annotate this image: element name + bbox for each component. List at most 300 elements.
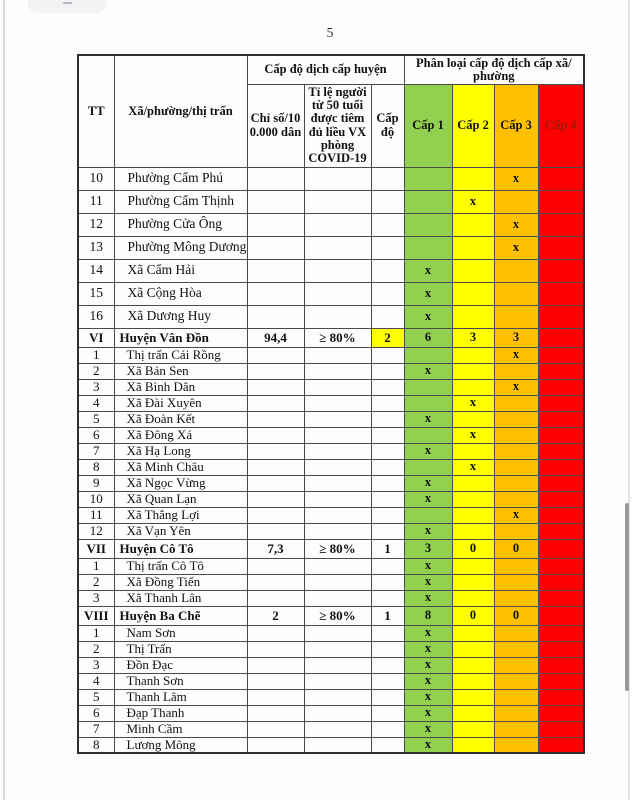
cell-cap3: x — [494, 347, 538, 363]
cell-tt: 10 — [78, 167, 114, 190]
cell-ward-name: Nam Sơn — [114, 625, 247, 641]
ward-row — [78, 282, 584, 305]
cell-cap-do — [371, 282, 404, 305]
cell-cap3: x — [494, 167, 538, 190]
scrollbar-thumb[interactable] — [625, 503, 629, 691]
cell-cap-do — [371, 411, 404, 427]
ward-row — [78, 347, 584, 363]
cell-cap4 — [538, 167, 584, 190]
cell-cap4 — [538, 475, 584, 491]
cell-cap1: x — [404, 641, 452, 657]
cell-cap1: x — [404, 721, 452, 737]
cell-cap3 — [494, 411, 538, 427]
cell-cap3 — [494, 190, 538, 213]
cell-tt: 6 — [78, 705, 114, 721]
cell-ward-name: Xã Thanh Lân — [114, 590, 247, 606]
cell-cap-do — [371, 558, 404, 574]
cell-tt: 8 — [78, 459, 114, 475]
cell-cap3 — [494, 625, 538, 641]
cell-ti-le — [304, 558, 371, 574]
cell-tt: VII — [78, 539, 114, 558]
cell-cap3 — [494, 705, 538, 721]
ward-row — [78, 737, 584, 753]
cell-cap1: x — [404, 443, 452, 459]
cell-cap1: x — [404, 673, 452, 689]
cell-ti-le — [304, 689, 371, 705]
header-district-group: Cấp độ dịch cấp huyện — [247, 55, 404, 84]
cell-chi-so — [247, 737, 304, 753]
cell-ward-name: Đạp Thanh — [114, 705, 247, 721]
page-left-edge-line — [3, 0, 5, 800]
cell-cap1: x — [404, 625, 452, 641]
cell-tt: 1 — [78, 558, 114, 574]
cell-cap2 — [452, 443, 494, 459]
ward-row — [78, 657, 584, 673]
cell-ti-le — [304, 491, 371, 507]
ward-row — [78, 236, 584, 259]
cell-tt: 2 — [78, 641, 114, 657]
cell-cap2 — [452, 363, 494, 379]
cell-cap-do: 1 — [371, 539, 404, 558]
cell-chi-so — [247, 347, 304, 363]
header-ward: Xã/phường/thị trấn — [114, 55, 247, 167]
cell-ti-le — [304, 190, 371, 213]
cell-cap3 — [494, 443, 538, 459]
cell-ti-le — [304, 379, 371, 395]
cell-ti-le: ≥ 80% — [304, 328, 371, 347]
ward-row — [78, 475, 584, 491]
cell-cap1: x — [404, 282, 452, 305]
cell-cap2 — [452, 590, 494, 606]
cell-cap4 — [538, 657, 584, 673]
cell-cap3 — [494, 395, 538, 411]
cell-cap-do — [371, 641, 404, 657]
cell-tt: VIII — [78, 606, 114, 625]
cell-cap2 — [452, 213, 494, 236]
cell-ti-le — [304, 259, 371, 282]
cell-cap-do — [371, 427, 404, 443]
cell-chi-so — [247, 411, 304, 427]
cell-cap1: x — [404, 363, 452, 379]
cell-cap4 — [538, 574, 584, 590]
cell-cap4 — [538, 539, 584, 558]
cell-ward-name: Huyện Cô Tô — [114, 539, 247, 558]
cell-cap4 — [538, 689, 584, 705]
cell-cap4 — [538, 507, 584, 523]
ward-row — [78, 721, 584, 737]
cell-cap2 — [452, 657, 494, 673]
cell-ward-name: Xã Đoàn Kết — [114, 411, 247, 427]
cell-cap4 — [538, 459, 584, 475]
ward-row — [78, 625, 584, 641]
header-cap1: Cấp 1 — [404, 84, 452, 167]
cell-chi-so — [247, 705, 304, 721]
cell-cap-do — [371, 491, 404, 507]
cell-chi-so — [247, 625, 304, 641]
cell-tt: 7 — [78, 721, 114, 737]
cell-cap4 — [538, 236, 584, 259]
cell-ward-name: Phường Cửa Ông — [114, 213, 247, 236]
district-row — [78, 328, 584, 347]
cell-cap3 — [494, 459, 538, 475]
ward-row — [78, 705, 584, 721]
cell-cap3-count: 3 — [494, 328, 538, 347]
cell-cap1 — [404, 213, 452, 236]
cell-ti-le — [304, 507, 371, 523]
cell-ward-name: Xã Bản Sen — [114, 363, 247, 379]
cell-cap2 — [452, 673, 494, 689]
cell-ward-name: Xã Minh Châu — [114, 459, 247, 475]
cell-tt: 1 — [78, 347, 114, 363]
header-cap-do: Cấp độ — [371, 84, 404, 167]
cell-cap2: x — [452, 427, 494, 443]
cell-ward-name: Thị trấn Cái Rồng — [114, 347, 247, 363]
cell-cap3-count: 0 — [494, 606, 538, 625]
cell-tt: 11 — [78, 190, 114, 213]
cell-cap1: x — [404, 523, 452, 539]
chrome-dash-icon — [63, 2, 72, 4]
page-number: 5 — [326, 25, 334, 40]
ward-row — [78, 507, 584, 523]
cell-tt: 14 — [78, 259, 114, 282]
cell-ward-name: Phường Cẩm Phú — [114, 167, 247, 190]
cell-chi-so — [247, 657, 304, 673]
cell-ward-name: Xã Dương Huy — [114, 305, 247, 328]
cell-cap3 — [494, 737, 538, 753]
ward-row — [78, 443, 584, 459]
cell-cap3 — [494, 282, 538, 305]
cell-tt: 8 — [78, 737, 114, 753]
cell-tt: 2 — [78, 363, 114, 379]
cell-cap2 — [452, 523, 494, 539]
cell-cap-do — [371, 657, 404, 673]
ward-row — [78, 363, 584, 379]
cell-cap-do — [371, 443, 404, 459]
cell-chi-so — [247, 590, 304, 606]
cell-tt: 5 — [78, 689, 114, 705]
cell-ward-name: Xã Bình Dân — [114, 379, 247, 395]
ward-row — [78, 558, 584, 574]
covid-level-table — [77, 54, 585, 754]
cell-chi-so — [247, 558, 304, 574]
cell-ti-le — [304, 705, 371, 721]
cell-cap1 — [404, 190, 452, 213]
cell-cap1 — [404, 379, 452, 395]
cell-ti-le — [304, 282, 371, 305]
cell-cap2 — [452, 625, 494, 641]
cell-cap1 — [404, 459, 452, 475]
cell-cap2-count: 0 — [452, 606, 494, 625]
cell-cap-do — [371, 737, 404, 753]
cell-cap4 — [538, 190, 584, 213]
cell-cap4 — [538, 363, 584, 379]
cell-tt: VI — [78, 328, 114, 347]
cell-cap1 — [404, 167, 452, 190]
cell-cap3 — [494, 305, 538, 328]
cell-cap1: x — [404, 737, 452, 753]
cell-cap-do — [371, 705, 404, 721]
cell-chi-so — [247, 523, 304, 539]
cell-tt: 3 — [78, 657, 114, 673]
cell-cap2: x — [452, 190, 494, 213]
cell-cap4 — [538, 347, 584, 363]
cell-tt: 3 — [78, 590, 114, 606]
ward-row — [78, 459, 584, 475]
cell-cap2-count: 0 — [452, 539, 494, 558]
cell-cap1: x — [404, 657, 452, 673]
cell-cap3-count: 0 — [494, 539, 538, 558]
cell-cap4 — [538, 590, 584, 606]
cell-cap2 — [452, 475, 494, 491]
cell-cap2-count: 3 — [452, 328, 494, 347]
cell-ti-le — [304, 590, 371, 606]
table-body — [78, 167, 584, 753]
cell-chi-so — [247, 689, 304, 705]
cell-cap4 — [538, 213, 584, 236]
cell-cap-do — [371, 395, 404, 411]
cell-cap-do — [371, 523, 404, 539]
cell-cap4 — [538, 282, 584, 305]
cell-cap2: x — [452, 459, 494, 475]
cell-chi-so — [247, 213, 304, 236]
cell-cap4 — [538, 721, 584, 737]
ward-row — [78, 395, 584, 411]
ward-row — [78, 523, 584, 539]
cell-ti-le — [304, 347, 371, 363]
cell-tt: 12 — [78, 523, 114, 539]
cell-tt: 15 — [78, 282, 114, 305]
cell-cap3 — [494, 558, 538, 574]
cell-tt: 12 — [78, 213, 114, 236]
cell-ti-le — [304, 236, 371, 259]
cell-cap-do — [371, 590, 404, 606]
cell-chi-so — [247, 395, 304, 411]
cell-cap3 — [494, 259, 538, 282]
ward-row — [78, 379, 584, 395]
cell-cap1-count: 3 — [404, 539, 452, 558]
cell-chi-so — [247, 641, 304, 657]
cell-chi-so — [247, 282, 304, 305]
cell-cap4 — [538, 427, 584, 443]
ward-row — [78, 190, 584, 213]
cell-chi-so: 7,3 — [247, 539, 304, 558]
ward-row — [78, 427, 584, 443]
cell-cap4 — [538, 411, 584, 427]
header-ti-le: Tỉ lệ người từ 50 tuổi được tiêm đủ liều VX phòng COVID-19 — [304, 84, 371, 167]
cell-ti-le — [304, 625, 371, 641]
ward-row — [78, 259, 584, 282]
cell-cap4 — [538, 705, 584, 721]
cell-ti-le — [304, 459, 371, 475]
cell-chi-so — [247, 475, 304, 491]
cell-cap-do — [371, 475, 404, 491]
cell-cap2 — [452, 491, 494, 507]
cell-ward-name: Thị Trấn — [114, 641, 247, 657]
cell-ti-le: ≥ 80% — [304, 606, 371, 625]
cell-cap4 — [538, 641, 584, 657]
cell-cap2 — [452, 558, 494, 574]
cell-cap1: x — [404, 259, 452, 282]
ward-row — [78, 673, 584, 689]
ward-row — [78, 641, 584, 657]
header-tt: TT — [78, 55, 114, 167]
cell-ward-name: Đồn Đạc — [114, 657, 247, 673]
cell-tt: 9 — [78, 475, 114, 491]
cell-cap-do — [371, 305, 404, 328]
ward-row — [78, 689, 584, 705]
cell-cap-do — [371, 625, 404, 641]
cell-chi-so — [247, 427, 304, 443]
cell-tt: 4 — [78, 395, 114, 411]
cell-ti-le — [304, 411, 371, 427]
cell-chi-so — [247, 379, 304, 395]
cell-cap3: x — [494, 236, 538, 259]
cell-cap3 — [494, 427, 538, 443]
cell-ti-le — [304, 641, 371, 657]
cell-ti-le — [304, 213, 371, 236]
cell-ward-name: Xã Ngọc Vừng — [114, 475, 247, 491]
cell-cap3: x — [494, 507, 538, 523]
header-chi-so: Chỉ số/10 0.000 dân — [247, 84, 304, 167]
cell-cap3 — [494, 523, 538, 539]
cell-cap-do — [371, 259, 404, 282]
cell-cap4 — [538, 625, 584, 641]
cell-cap3 — [494, 673, 538, 689]
cell-ward-name: Xã Vạn Yên — [114, 523, 247, 539]
cell-cap2: x — [452, 395, 494, 411]
cell-cap2 — [452, 641, 494, 657]
cell-chi-so — [247, 574, 304, 590]
cell-ward-name: Minh Cầm — [114, 721, 247, 737]
cell-cap3 — [494, 574, 538, 590]
cell-cap1 — [404, 507, 452, 523]
cell-tt: 13 — [78, 236, 114, 259]
cell-ward-name: Thanh Sơn — [114, 673, 247, 689]
cell-ti-le — [304, 305, 371, 328]
cell-cap-do — [371, 190, 404, 213]
cell-cap-do — [371, 347, 404, 363]
cell-ti-le — [304, 427, 371, 443]
ward-row — [78, 491, 584, 507]
cell-cap3 — [494, 641, 538, 657]
cell-tt: 1 — [78, 625, 114, 641]
cell-tt: 3 — [78, 379, 114, 395]
header-cap3: Cấp 3 — [494, 84, 538, 167]
cell-cap4 — [538, 491, 584, 507]
cell-ti-le — [304, 523, 371, 539]
cell-ti-le — [304, 475, 371, 491]
cell-chi-so — [247, 443, 304, 459]
cell-cap4 — [538, 737, 584, 753]
cell-cap2 — [452, 705, 494, 721]
cell-cap3 — [494, 721, 538, 737]
cell-cap1: x — [404, 574, 452, 590]
cell-cap1 — [404, 427, 452, 443]
cell-cap3 — [494, 491, 538, 507]
cell-cap-do — [371, 213, 404, 236]
cell-tt: 6 — [78, 427, 114, 443]
cell-cap2 — [452, 689, 494, 705]
cell-ward-name: Xã Hạ Long — [114, 443, 247, 459]
cell-ti-le — [304, 443, 371, 459]
cell-cap4 — [538, 673, 584, 689]
cell-cap2 — [452, 167, 494, 190]
cell-cap-do — [371, 721, 404, 737]
cell-tt: 5 — [78, 411, 114, 427]
ward-row — [78, 590, 584, 606]
cell-cap1: x — [404, 705, 452, 721]
cell-cap1: x — [404, 689, 452, 705]
cell-cap1 — [404, 236, 452, 259]
cell-ward-name: Xã Đông Xá — [114, 427, 247, 443]
cell-ti-le: ≥ 80% — [304, 539, 371, 558]
cell-ward-name: Huyện Ba Chẽ — [114, 606, 247, 625]
cell-cap4 — [538, 443, 584, 459]
cell-cap1: x — [404, 475, 452, 491]
cell-chi-so — [247, 305, 304, 328]
cell-tt: 7 — [78, 443, 114, 459]
cell-cap-do — [371, 236, 404, 259]
cell-ward-name: Huyện Vân Đồn — [114, 328, 247, 347]
cell-ti-le — [304, 574, 371, 590]
cell-chi-so — [247, 236, 304, 259]
cell-cap1: x — [404, 305, 452, 328]
cell-cap3 — [494, 689, 538, 705]
cell-cap2 — [452, 305, 494, 328]
cell-ti-le — [304, 737, 371, 753]
cell-ward-name: Lương Mông — [114, 737, 247, 753]
cell-cap1: x — [404, 558, 452, 574]
cell-cap3: x — [494, 379, 538, 395]
cell-tt: 2 — [78, 574, 114, 590]
cell-cap1 — [404, 347, 452, 363]
cell-ward-name: Thị trấn Cô Tô — [114, 558, 247, 574]
cell-cap-do — [371, 574, 404, 590]
header-cap2: Cấp 2 — [452, 84, 494, 167]
ward-row — [78, 411, 584, 427]
ward-row — [78, 213, 584, 236]
cell-ti-le — [304, 721, 371, 737]
cell-cap2 — [452, 574, 494, 590]
cell-cap4 — [538, 523, 584, 539]
cell-ward-name: Xã Thắng Lợi — [114, 507, 247, 523]
cell-cap1 — [404, 395, 452, 411]
cell-cap1-count: 6 — [404, 328, 452, 347]
cell-chi-so — [247, 673, 304, 689]
cell-tt: 16 — [78, 305, 114, 328]
cell-cap-do: 2 — [371, 328, 404, 347]
cell-cap1-count: 8 — [404, 606, 452, 625]
cell-cap2 — [452, 236, 494, 259]
cell-cap4 — [538, 328, 584, 347]
cell-chi-so — [247, 459, 304, 475]
cell-cap4 — [538, 558, 584, 574]
cell-ti-le — [304, 673, 371, 689]
cell-cap4 — [538, 395, 584, 411]
cell-chi-so: 2 — [247, 606, 304, 625]
cell-ward-name: Xã Quan Lạn — [114, 491, 247, 507]
cell-chi-so — [247, 167, 304, 190]
cell-cap-do — [371, 689, 404, 705]
cell-chi-so — [247, 507, 304, 523]
cell-cap2 — [452, 721, 494, 737]
cell-ti-le — [304, 363, 371, 379]
header-cap4: Cấp 4 — [538, 84, 584, 167]
cell-cap2 — [452, 282, 494, 305]
cell-cap3 — [494, 657, 538, 673]
cell-chi-so — [247, 363, 304, 379]
cell-chi-so — [247, 190, 304, 213]
